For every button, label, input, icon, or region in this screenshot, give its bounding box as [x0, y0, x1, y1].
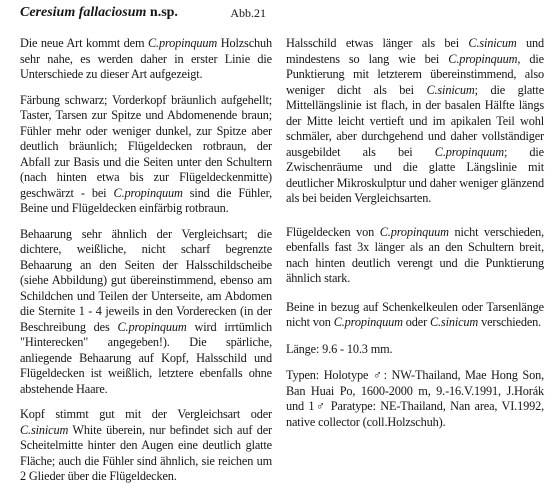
text-run: Halsschild etwas länger als bei: [286, 36, 469, 50]
species-name: Ceresium fallaciosum: [20, 5, 147, 20]
text-run: sind die Fühler, Beine und Flügeldecken einfärbig rotbraun.: [20, 185, 272, 215]
text-run: oder: [402, 315, 430, 329]
text-run: verschieden.: [478, 315, 542, 329]
species-ref: C.sinicum: [426, 82, 475, 97]
text-run: ; die glatte Mittellängslinie ist flach, in der basalen Hälfte längs der Mitte leicht vertieft und im apikalen Teil wohl schmäler, aber durchgehend und daher vollständiger ausgebildet als bei: [286, 82, 545, 159]
head-paragraph: [20, 407, 272, 485]
species-ref: C.sinicum: [468, 36, 517, 50]
text-run: Behaarung sehr ähnlich der Vergleichsart; die dichtere, weißliche, nicht scharf begrenzte Behaarung an den Seiten der Halsschildscheibe (siehe Abbildung) gut übereinstimmend, ebenso am Schildchen und Teilen der Unterseite, am Abdomen die Sternite 1 - 4 jeweils in den Vorderecken (in der Beschreibung des: [20, 226, 272, 334]
pronotum-paragraph: [286, 36, 544, 207]
species-ref: C.propinquum: [379, 224, 449, 239]
text-run: Typen: Holotype ♂: NW-Thailand, Mae Hong Son, Ban Huai Po, 1600-2000 m, 9.-16.V.1991, J.Horák und 1♂ Paratype: NE-Thailand, Nan area, VI.1992, native collector (coll.Holzschuh).: [286, 368, 544, 429]
text-run: nicht verschieden, ebenfalls fast 3x länger als an den Schultern breit, nach hinten deutlich verengt und die Punktierung ähnlich stark.: [286, 224, 545, 285]
species-title: [20, 5, 178, 21]
species-ref: C.sinicum: [20, 422, 69, 437]
species-suffix: n.sp.: [146, 5, 178, 20]
species-ref: C.propinquum: [117, 319, 187, 334]
pubescence-paragraph: [20, 227, 272, 398]
text-run: Färbung schwarz; Vorderkopf bräunlich aufgehellt; Taster, Tarsen zur Spitze und Abdomenende braun; Fühler mehr oder weniger dunkel, zur Spitze aber deutlich bräunlich; Flügeldecken rotbraun, der Abfall zur Basis und die Seiten unter den Schultern (nach hinten etwa bis zur Flügeldeckenmitte) geschwärzt - bei: [20, 92, 272, 200]
legs-paragraph: [286, 300, 544, 331]
species-ref: C.propinquum: [113, 185, 183, 200]
species-ref: C.propinquum: [434, 144, 504, 159]
intro-paragraph: [20, 36, 272, 83]
coloration-paragraph: [20, 93, 272, 217]
left-column: [20, 36, 272, 495]
species-ref: C.sinicum: [429, 315, 479, 329]
right-column: [286, 36, 544, 440]
text-run: , die Punktierung mit letzterem übereinstimmend, also weniger dicht als bei: [286, 51, 544, 97]
figure-reference: Abb.21: [230, 6, 266, 20]
text-run: Länge: 9.6 - 10.3 mm.: [286, 341, 393, 356]
text-run: Flügeldecken von: [286, 224, 380, 239]
length-paragraph: [286, 342, 544, 358]
species-ref: C.propinquum: [333, 315, 403, 329]
text-run: ; die Zwischenräume und die glatte Längslinie mit deutlicher Mikroskulptur und daher weniger glänzend als bei beiden Vergleichsarten.: [286, 144, 544, 205]
types-paragraph: [286, 368, 544, 430]
species-ref: C.propinquum: [448, 51, 518, 66]
text-run: Kopf stimmt gut mit der Vergleichsart oder: [20, 407, 272, 421]
text-run: White überein, nur befindet sich auf der Scheitelmitte hinter den Augen eine deutlich glatte Fläche; auch die Fühler sind ähnlich, sie reichen um 2 Glieder über die Flügeldecken.: [20, 422, 272, 483]
text-run: und mindestens so lang wie bei: [286, 36, 544, 66]
elytra-paragraph: [286, 225, 544, 287]
species-ref: C.propinquum: [148, 36, 218, 50]
text-run: Holzschuh sehr nahe, es werden daher in erster Linie die Unterschiede zu dieser Art aufgezeigt.: [20, 36, 272, 81]
text-run: Die neue Art kommt dem: [20, 36, 148, 50]
text-run: wird irrtümlich "Hinterecken" angegeben!). Die spärliche, anliegende Behaarung auf Kopf, Halsschild und Flügeldecken ist weißlich, letztere ebenfalls ohne abstehende Haare.: [20, 319, 273, 396]
species-heading: [20, 5, 266, 25]
text-run: Beine in bezug auf Schenkelkeulen oder Tarsenlänge nicht von: [286, 299, 544, 329]
